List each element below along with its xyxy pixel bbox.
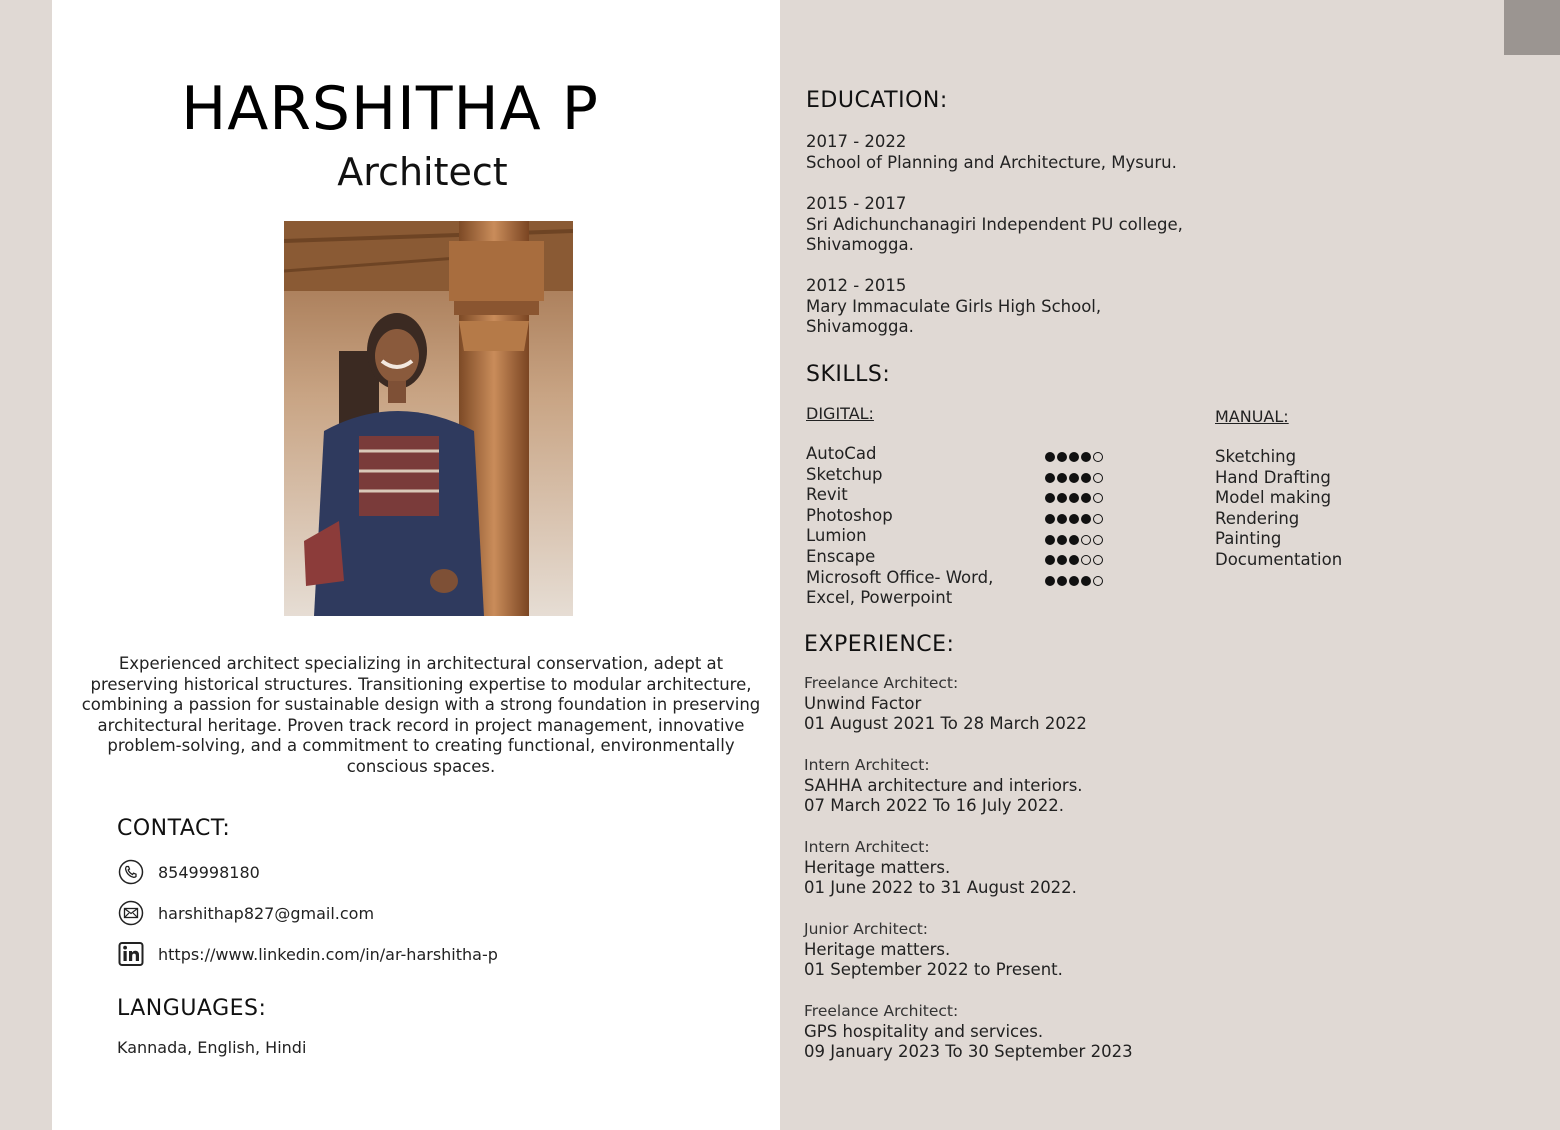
experience-item [804, 673, 1087, 735]
experience-item [804, 1001, 1133, 1063]
manual-skill: Sketching [1215, 447, 1297, 466]
education-item [806, 132, 1177, 173]
manual-skills-list [1215, 447, 1342, 571]
rating-dot-filled [1045, 555, 1055, 565]
rating-dot-filled [1057, 514, 1067, 524]
skill-ratings [1045, 447, 1105, 612]
rating-dot-filled [1069, 473, 1079, 483]
rating-dot-filled [1045, 576, 1055, 586]
rating-dot-filled [1069, 493, 1079, 503]
digital-skills-list [806, 444, 993, 609]
rating-dot-filled [1081, 452, 1091, 462]
skill-name: Sketchup [806, 464, 883, 484]
languages-text: Kannada, English, Hindi [117, 1038, 307, 1057]
skill-name: Revit [806, 485, 848, 505]
manual-skills-heading: MANUAL: [1215, 407, 1289, 426]
education-institution: School of Planning and Architecture, Mysuru. [806, 152, 1177, 172]
skill-rating [1045, 529, 1105, 550]
mail-icon [117, 899, 145, 927]
profile-photo [284, 221, 573, 616]
email-address[interactable]: harshithap827@gmail.com [158, 903, 375, 923]
linkedin-url[interactable]: https://www.linkedin.com/in/ar-harshitha-p [158, 944, 498, 964]
manual-skill: Documentation [1215, 549, 1343, 569]
rating-dot-filled [1081, 576, 1091, 586]
rating-dot-empty [1093, 576, 1103, 586]
rating-dot-filled [1045, 473, 1055, 483]
rating-dot-empty [1093, 535, 1103, 545]
education-years: 2015 - 2017 [806, 194, 907, 213]
manual-skill: Hand Drafting [1215, 467, 1331, 487]
rating-dot-filled [1069, 535, 1079, 545]
experience-org: SAHHA architecture and interiors. [804, 775, 1083, 795]
rating-dot-empty [1093, 514, 1103, 524]
rating-dot-filled [1069, 514, 1079, 524]
experience-role: Junior Architect: [804, 920, 929, 938]
profile-summary: Experienced architect specializing in architectural conservation, adept at preserving historical structures. Transitioning expertise to modular architecture, combining a passion for sustainable design with a strong foundation in preserving architectural heritage. Proven track record in project management, innovative problem-solving, and a commitment to creating functional, environmentally conscious spaces. [81, 654, 761, 776]
rating-dot-filled [1057, 576, 1067, 586]
skill-name: Enscape [806, 546, 876, 566]
contact-phone [117, 858, 260, 886]
contact-linkedin [117, 940, 498, 968]
skill-name: Lumion [806, 526, 867, 546]
skill-rating [1045, 509, 1105, 530]
rating-dot-empty [1093, 473, 1103, 483]
skill-rating [1045, 468, 1105, 489]
skill-rating [1045, 591, 1105, 612]
rating-dot-empty [1093, 555, 1103, 565]
education-item [806, 194, 1183, 256]
experience-dates: 01 August 2021 To 28 March 2022 [804, 714, 1087, 734]
education-institution: Sri Adichunchanagiri Independent PU college, [806, 214, 1183, 234]
skill-rating [1045, 488, 1105, 509]
rating-dot-filled [1081, 493, 1091, 503]
experience-dates: 09 January 2023 To 30 September 2023 [804, 1042, 1133, 1062]
experience-org: Unwind Factor [804, 693, 922, 713]
experience-dates: 07 March 2022 To 16 July 2022. [804, 796, 1065, 816]
education-item [806, 276, 1101, 338]
experience-org: Heritage matters. [804, 939, 951, 959]
experience-role: Intern Architect: [804, 838, 930, 856]
languages-heading: LANGUAGES: [117, 996, 267, 1021]
rating-dot-empty [1093, 493, 1103, 503]
rating-dot-empty [1081, 555, 1091, 565]
contact-heading: CONTACT: [117, 816, 231, 841]
education-years: 2017 - 2022 [806, 132, 907, 151]
rating-dot-filled [1057, 493, 1067, 503]
skill-name: Photoshop [806, 505, 893, 525]
rating-dot-filled [1045, 514, 1055, 524]
rating-dot-filled [1057, 452, 1067, 462]
digital-skills-heading: DIGITAL: [806, 404, 874, 423]
manual-skill: Model making [1215, 488, 1332, 508]
skill-rating [1045, 571, 1105, 592]
experience-role: Intern Architect: [804, 756, 930, 774]
phone-number: 8549998180 [158, 862, 260, 882]
skill-name: AutoCad [806, 444, 877, 463]
education-years: 2012 - 2015 [806, 276, 907, 295]
rating-dot-filled [1045, 452, 1055, 462]
manual-skill: Rendering [1215, 508, 1300, 528]
skill-rating [1045, 447, 1105, 468]
corner-tab [1504, 0, 1560, 55]
education-institution: Mary Immaculate Girls High School, [806, 296, 1102, 316]
rating-dot-filled [1045, 535, 1055, 545]
experience-role: Freelance Architect: [804, 674, 959, 692]
experience-org: Heritage matters. [804, 857, 951, 877]
experience-org: GPS hospitality and services. [804, 1021, 1044, 1041]
rating-dot-filled [1069, 576, 1079, 586]
skill-rating [1045, 550, 1105, 571]
contact-email [117, 899, 374, 927]
experience-item [804, 919, 1063, 981]
rating-dot-filled [1045, 493, 1055, 503]
education-location: Shivamogga. [806, 235, 914, 255]
rating-dot-filled [1069, 555, 1079, 565]
linkedin-icon [117, 940, 145, 968]
rating-dot-filled [1057, 473, 1067, 483]
education-location: Shivamogga. [806, 317, 914, 337]
experience-dates: 01 September 2022 to Present. [804, 960, 1063, 980]
rating-dot-filled [1069, 452, 1079, 462]
skill-name: Microsoft Office- Word, [806, 567, 994, 587]
rating-dot-filled [1057, 555, 1067, 565]
skill-name: Excel, Powerpoint [806, 588, 953, 608]
resume-name: HARSHITHA P [181, 74, 599, 144]
rating-dot-empty [1093, 452, 1103, 462]
rating-dot-empty [1081, 535, 1091, 545]
rating-dot-filled [1081, 514, 1091, 524]
experience-item [804, 755, 1083, 817]
experience-role: Freelance Architect: [804, 1002, 959, 1020]
phone-icon [117, 858, 145, 886]
education-heading: EDUCATION: [806, 88, 948, 113]
resume-role: Architect [337, 150, 508, 194]
rating-dot-filled [1057, 535, 1067, 545]
manual-skill: Painting [1215, 529, 1282, 549]
experience-item [804, 837, 1077, 899]
experience-dates: 01 June 2022 to 31 August 2022. [804, 878, 1077, 898]
skills-heading: SKILLS: [806, 362, 891, 387]
experience-heading: EXPERIENCE: [804, 632, 955, 657]
rating-dot-filled [1081, 473, 1091, 483]
